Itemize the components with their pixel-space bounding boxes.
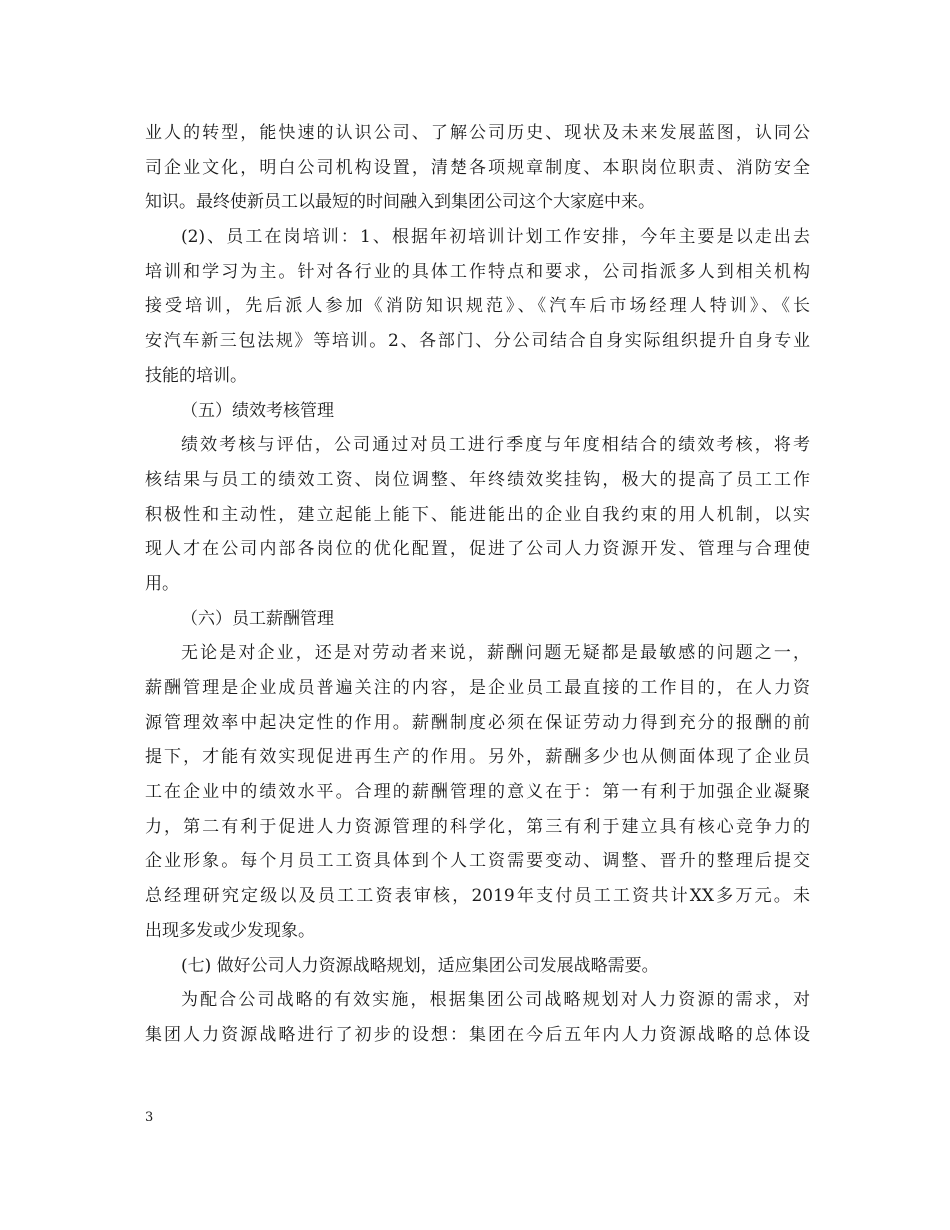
text-line: 技能的培训。	[145, 365, 247, 386]
text-line: 知识。最终使新员工以最短的时间融入到集团公司这个大家庭中来。	[145, 192, 655, 213]
text-line: 提下，才能有效实现促进再生产的作用。另外，薪酬多少也从侧面体现了企业员	[145, 747, 810, 768]
text-line: 接受培训，先后派人参加《消防知识规范》、《汽车后市场经理人特训》、《长	[145, 296, 810, 317]
text-line: 司企业文化，明白公司机构设置，清楚各项规章制度、本职岗位职责、消防安全	[145, 157, 810, 178]
text-line: 业人的转型，能快速的认识公司、了解公司历史、现状及未来发展蓝图，认同公	[145, 123, 810, 143]
text-line: 出现多发或少发现象。	[145, 920, 315, 941]
text-line: 力，第二有利于促进人力资源管理的科学化，第三有利于建立具有核心竞争力的	[145, 816, 810, 837]
text-line: 企业形象。每个月员工工资具体到个人工资需要变动、调整、晋升的整理后提交	[145, 851, 810, 872]
text-line: 现人才在公司内部各岗位的优化配置，促进了公司人力资源开发、管理与合理使	[145, 539, 810, 560]
text-line: 绩效考核与评估，公司通过对员工进行季度与年度相结合的绩效考核，将考	[181, 435, 810, 456]
text-line: 核结果与员工的绩效工资、岗位调整、年终绩效奖挂钩，极大的提高了员工工作	[145, 469, 810, 490]
text-line: 薪酬管理是企业成员普遍关注的内容，是企业员工最直接的工作目的，在人力资	[145, 678, 810, 698]
text-line: 为配合公司战略的有效实施，根据集团公司战略规划对人力资源的需求，对	[181, 990, 810, 1011]
text-line: 培训和学习为主。针对各行业的具体工作特点和要求，公司指派多人到相关机构	[145, 261, 810, 282]
text-line: 工在企业中的绩效水平。合理的薪酬管理的意义在于：第一有利于加强企业凝聚	[145, 782, 810, 803]
document-body	[145, 116, 810, 1053]
page-number: 3	[145, 1110, 154, 1125]
text-line: (七) 做好公司人力资源战略规划，适应集团公司发展战略需要。	[181, 955, 659, 976]
text-line: 用。	[145, 573, 179, 594]
text-line: （六）员工薪酬管理	[181, 608, 334, 629]
text-line: 总经理研究定级以及员工工资表审核，2019年支付员工工资共计XX多万元。未	[145, 886, 810, 907]
text-line: （五）绩效考核管理	[181, 400, 334, 421]
text-line: 积极性和主动性，建立起能上能下、能进能出的企业自我约束的用人机制，以实	[145, 504, 810, 525]
text-line: (2)、员工在岗培训：1、根据年初培训计划工作安排，今年主要是以走出去	[181, 227, 810, 248]
text-line: 集团人力资源战略进行了初步的设想：集团在今后五年内人力资源战略的总体设	[145, 1024, 810, 1045]
text-line: 安汽车新三包法规》等培训。2、各部门、分公司结合自身实际组织提升自身专业	[145, 331, 810, 352]
text-line: 无论是对企业，还是对劳动者来说，薪酬问题无疑都是最敏感的问题之一，	[181, 643, 810, 664]
text-line: 源管理效率中起决定性的作用。薪酬制度必须在保证劳动力得到充分的报酬的前	[145, 712, 810, 733]
